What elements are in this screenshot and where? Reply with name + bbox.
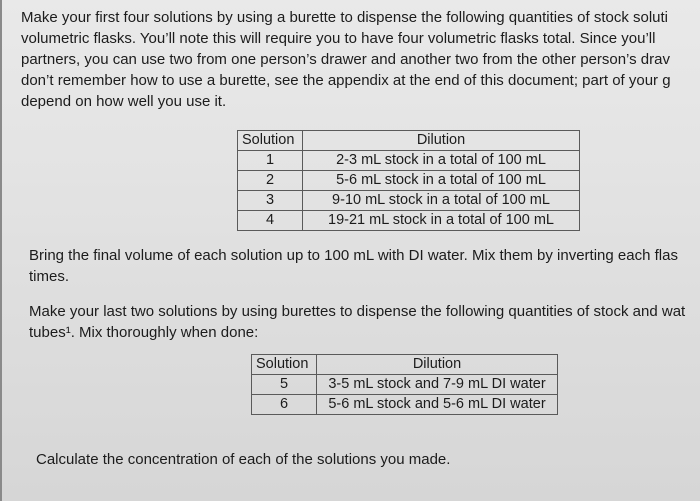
header-dilution: Dilution (303, 131, 580, 151)
solution-number: 2 (238, 171, 303, 191)
table-header-row (238, 131, 580, 151)
table-row (238, 191, 580, 211)
header-solution: Solution (252, 355, 317, 375)
table-row (252, 395, 558, 415)
header-solution: Solution (238, 131, 303, 151)
solution-number: 3 (238, 191, 303, 211)
bring-volume-paragraph (29, 245, 678, 287)
dilution-value: 19-21 mL stock in a total of 100 mL (303, 211, 580, 231)
dilution-table-1 (237, 130, 580, 231)
table-header-row (252, 355, 558, 375)
solution-number: 6 (252, 395, 317, 415)
calculate-paragraph: Calculate the concentration of each of the solutions you made. (36, 451, 451, 468)
bring-line: times. (29, 268, 70, 285)
solution-number: 1 (238, 151, 303, 171)
solution-number: 4 (238, 211, 303, 231)
solution-number: 5 (252, 375, 317, 395)
dilution-value: 3-5 mL stock and 7-9 mL DI water (317, 375, 558, 395)
dilution-value: 2-3 mL stock in a total of 100 mL (303, 151, 580, 171)
intro-line: partners, you can use two from one person’s drawer and another two from the other person’s drav (21, 51, 670, 68)
intro-line: volumetric flasks. You’ll note this will require you to have four volumetric flasks total. Since you’ll (21, 30, 656, 47)
intro-paragraph (21, 7, 671, 112)
dilution-table-2 (251, 354, 558, 415)
table-row (238, 171, 580, 191)
last-line: tubes¹. Mix thoroughly when done: (29, 324, 259, 341)
intro-line: depend on how well you use it. (21, 93, 227, 110)
table-row (252, 375, 558, 395)
intro-line: Make your first four solutions by using a burette to dispense the following quantities of stock soluti (21, 9, 669, 26)
dilution-value: 5-6 mL stock and 5-6 mL DI water (317, 395, 558, 415)
last-solutions-paragraph (29, 301, 685, 343)
table-row (238, 211, 580, 231)
intro-line: don’t remember how to use a burette, see the appendix at the end of this document; part of your g (21, 72, 671, 89)
dilution-value: 5-6 mL stock in a total of 100 mL (303, 171, 580, 191)
table-row (238, 151, 580, 171)
last-line: Make your last two solutions by using burettes to dispense the following quantities of stock and wat (29, 303, 686, 320)
dilution-value: 9-10 mL stock in a total of 100 mL (303, 191, 580, 211)
header-dilution: Dilution (317, 355, 558, 375)
bring-line: Bring the final volume of each solution up to 100 mL with DI water. Mix them by inverting each flas (29, 247, 678, 264)
